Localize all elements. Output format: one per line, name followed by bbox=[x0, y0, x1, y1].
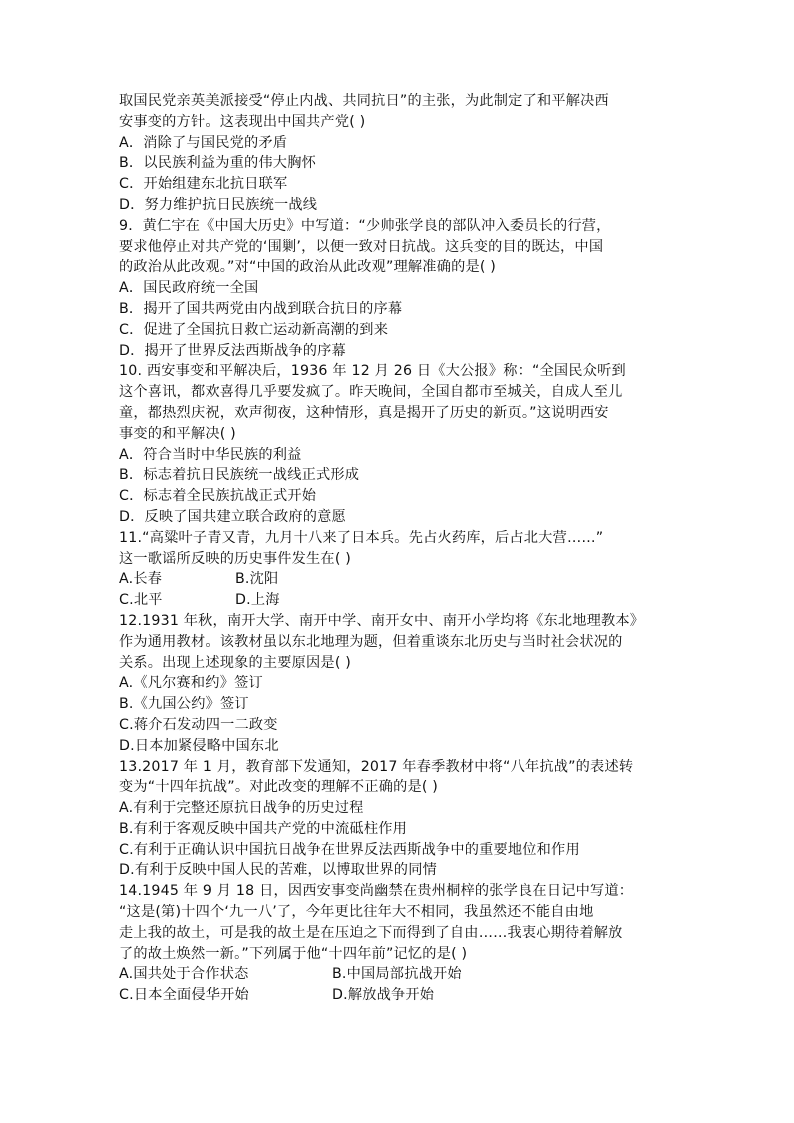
question-14-option-a: A.国共处于合作状态 bbox=[119, 966, 249, 983]
question-14-option-d: D.解放战争开始 bbox=[332, 987, 435, 1004]
question-8-stem-line: 取国民党亲英美派接受“停止内战、共同抗日”的主张，为此制定了和平解决西 bbox=[119, 93, 609, 109]
question-12 bbox=[119, 611, 694, 757]
question-9-stem-line: 要求他停止对共产党的‘围剿’，以便一致对日抗战。这兵变的目的既达，中国 bbox=[119, 238, 604, 255]
question-9-stem-line: 的政治从此改观。”对“中国的政治从此改观”理解准确的是( ) bbox=[119, 259, 497, 276]
question-14-options-row bbox=[119, 985, 694, 1006]
question-13-option-b: B.有利于客观反映中国共产党的中流砥柱作用 bbox=[119, 820, 408, 837]
question-11-options-row bbox=[119, 569, 694, 590]
question-10-option-c: C．标志着全民族抗战正式开始 bbox=[119, 488, 317, 505]
question-13-option-c: C.有利于正确认识中国抗日战争在世界反法西斯战争中的重要地位和作用 bbox=[119, 841, 580, 858]
question-11-option-b: B.沈阳 bbox=[235, 571, 279, 588]
question-8-option-b: B．以民族利益为重的伟大胸怀 bbox=[119, 155, 316, 172]
question-12-option-b: B.《九国公约》签订 bbox=[119, 696, 249, 713]
question-12-stem-line: 12.1931 年秋，南开大学、南开中学、南开女中、南开小学均将《东北地理教本》 bbox=[119, 612, 645, 629]
question-13-stem-line: 13.2017 年 1 月，教育部下发通知，2017 年春季教材中将“八年抗战”的表述转 bbox=[119, 758, 634, 775]
question-10-stem-line: 这个喜讯，都欢喜得几乎要发疯了。昨天晚间，全国自都市至城关，自成人至儿 bbox=[119, 384, 623, 401]
question-14-option-c: C.日本全面侵华开始 bbox=[119, 987, 249, 1004]
question-14-stem-line: 了的故土焕然一新。”下列属于他“十四年前”记忆的是( ) bbox=[119, 945, 468, 962]
question-11-options-row bbox=[119, 590, 694, 611]
question-11 bbox=[119, 528, 694, 611]
question-10 bbox=[119, 361, 694, 527]
question-11-stem-line: 这一歌谣所反映的历史事件发生在( ) bbox=[119, 550, 351, 567]
question-8-option-d: D．努力维护抗日民族统一战线 bbox=[119, 196, 318, 213]
question-9-option-d: D．揭开了世界反法西斯战争的序幕 bbox=[119, 342, 346, 359]
question-14-stem-line: 走上我的故土，可是我的故土是在压迫之下而得到了自由……我衷心期待着解放 bbox=[119, 924, 623, 941]
question-8-option-c: C．开始组建东北抗日联军 bbox=[119, 176, 288, 193]
question-10-option-d: D．反映了国共建立联合政府的意愿 bbox=[119, 508, 346, 525]
question-10-stem-line: 10. 西安事变和平解决后，1936 年 12 月 26 日《大公报》称：“全国民众听到 bbox=[119, 363, 626, 380]
question-14-stem-line: 14.1945 年 9 月 18 日，因西安事变尚幽禁在贵州桐梓的张学良在日记中写道： bbox=[119, 883, 634, 900]
question-11-option-a: A.长春 bbox=[119, 571, 163, 588]
question-13-option-a: A.有利于完整还原抗日战争的历史过程 bbox=[119, 800, 364, 817]
question-9-option-a: A．国民政府统一全国 bbox=[119, 280, 259, 297]
question-10-stem-line: 童，都热烈庆祝，欢声彻夜，这种情形，真是揭开了历史的新页。”这说明西安 bbox=[119, 404, 609, 421]
question-8 bbox=[119, 91, 694, 216]
question-14 bbox=[119, 881, 694, 1006]
question-9-stem-line: 9．黄仁宇在《中国大历史》中写道：“少帅张学良的部队冲入委员长的行营， bbox=[119, 217, 611, 234]
question-8-stem-line: 安事变的方针。这表现出中国共产党( ) bbox=[119, 113, 366, 130]
question-13-option-d: D.有利于反映中国人民的苦难，以博取世界的同情 bbox=[119, 862, 437, 879]
question-9-option-c: C．促进了全国抗日救亡运动新高潮的到来 bbox=[119, 321, 389, 338]
question-10-option-a: A．符合当时中华民族的利益 bbox=[119, 446, 302, 463]
question-13 bbox=[119, 757, 694, 882]
question-11-option-c: C.北平 bbox=[119, 592, 163, 609]
question-11-stem-line: 11.“高粱叶子青又青，九月十八来了日本兵。先占火药库，后占北大营……” bbox=[119, 529, 604, 546]
question-12-stem-line: 作为通用教材。该教材虽以东北地理为题，但着重谈东北历史与当时社会状况的 bbox=[119, 633, 623, 650]
question-13-stem-line: 变为“十四年抗战”。对此改变的理解不正确的是( ) bbox=[119, 779, 439, 796]
question-8-option-a: A．消除了与国民党的矛盾 bbox=[119, 134, 288, 151]
question-9-option-b: B．揭开了国共两党由内战到联合抗日的序幕 bbox=[119, 300, 403, 317]
question-12-option-c: C.蒋介石发动四一二政变 bbox=[119, 716, 278, 733]
question-12-stem-line: 关系。出现上述现象的主要原因是( ) bbox=[119, 654, 351, 671]
question-10-option-b: B．标志着抗日民族统一战线正式形成 bbox=[119, 467, 360, 484]
question-9 bbox=[119, 216, 694, 362]
exam-page bbox=[119, 91, 694, 1006]
question-12-option-d: D.日本加紧侵略中国东北 bbox=[119, 737, 279, 754]
question-14-option-b: B.中国局部抗战开始 bbox=[332, 966, 462, 983]
question-14-stem-line: “这是(第)十四个‘九一八’了，今年更比往年大不相同，我虽然还不能自由地 bbox=[119, 904, 594, 921]
question-12-option-a: A.《凡尔赛和约》签订 bbox=[119, 675, 263, 692]
question-10-stem-line: 事变的和平解决( ) bbox=[119, 425, 236, 442]
question-11-option-d: D.上海 bbox=[235, 592, 280, 609]
question-14-options-row bbox=[119, 964, 694, 985]
